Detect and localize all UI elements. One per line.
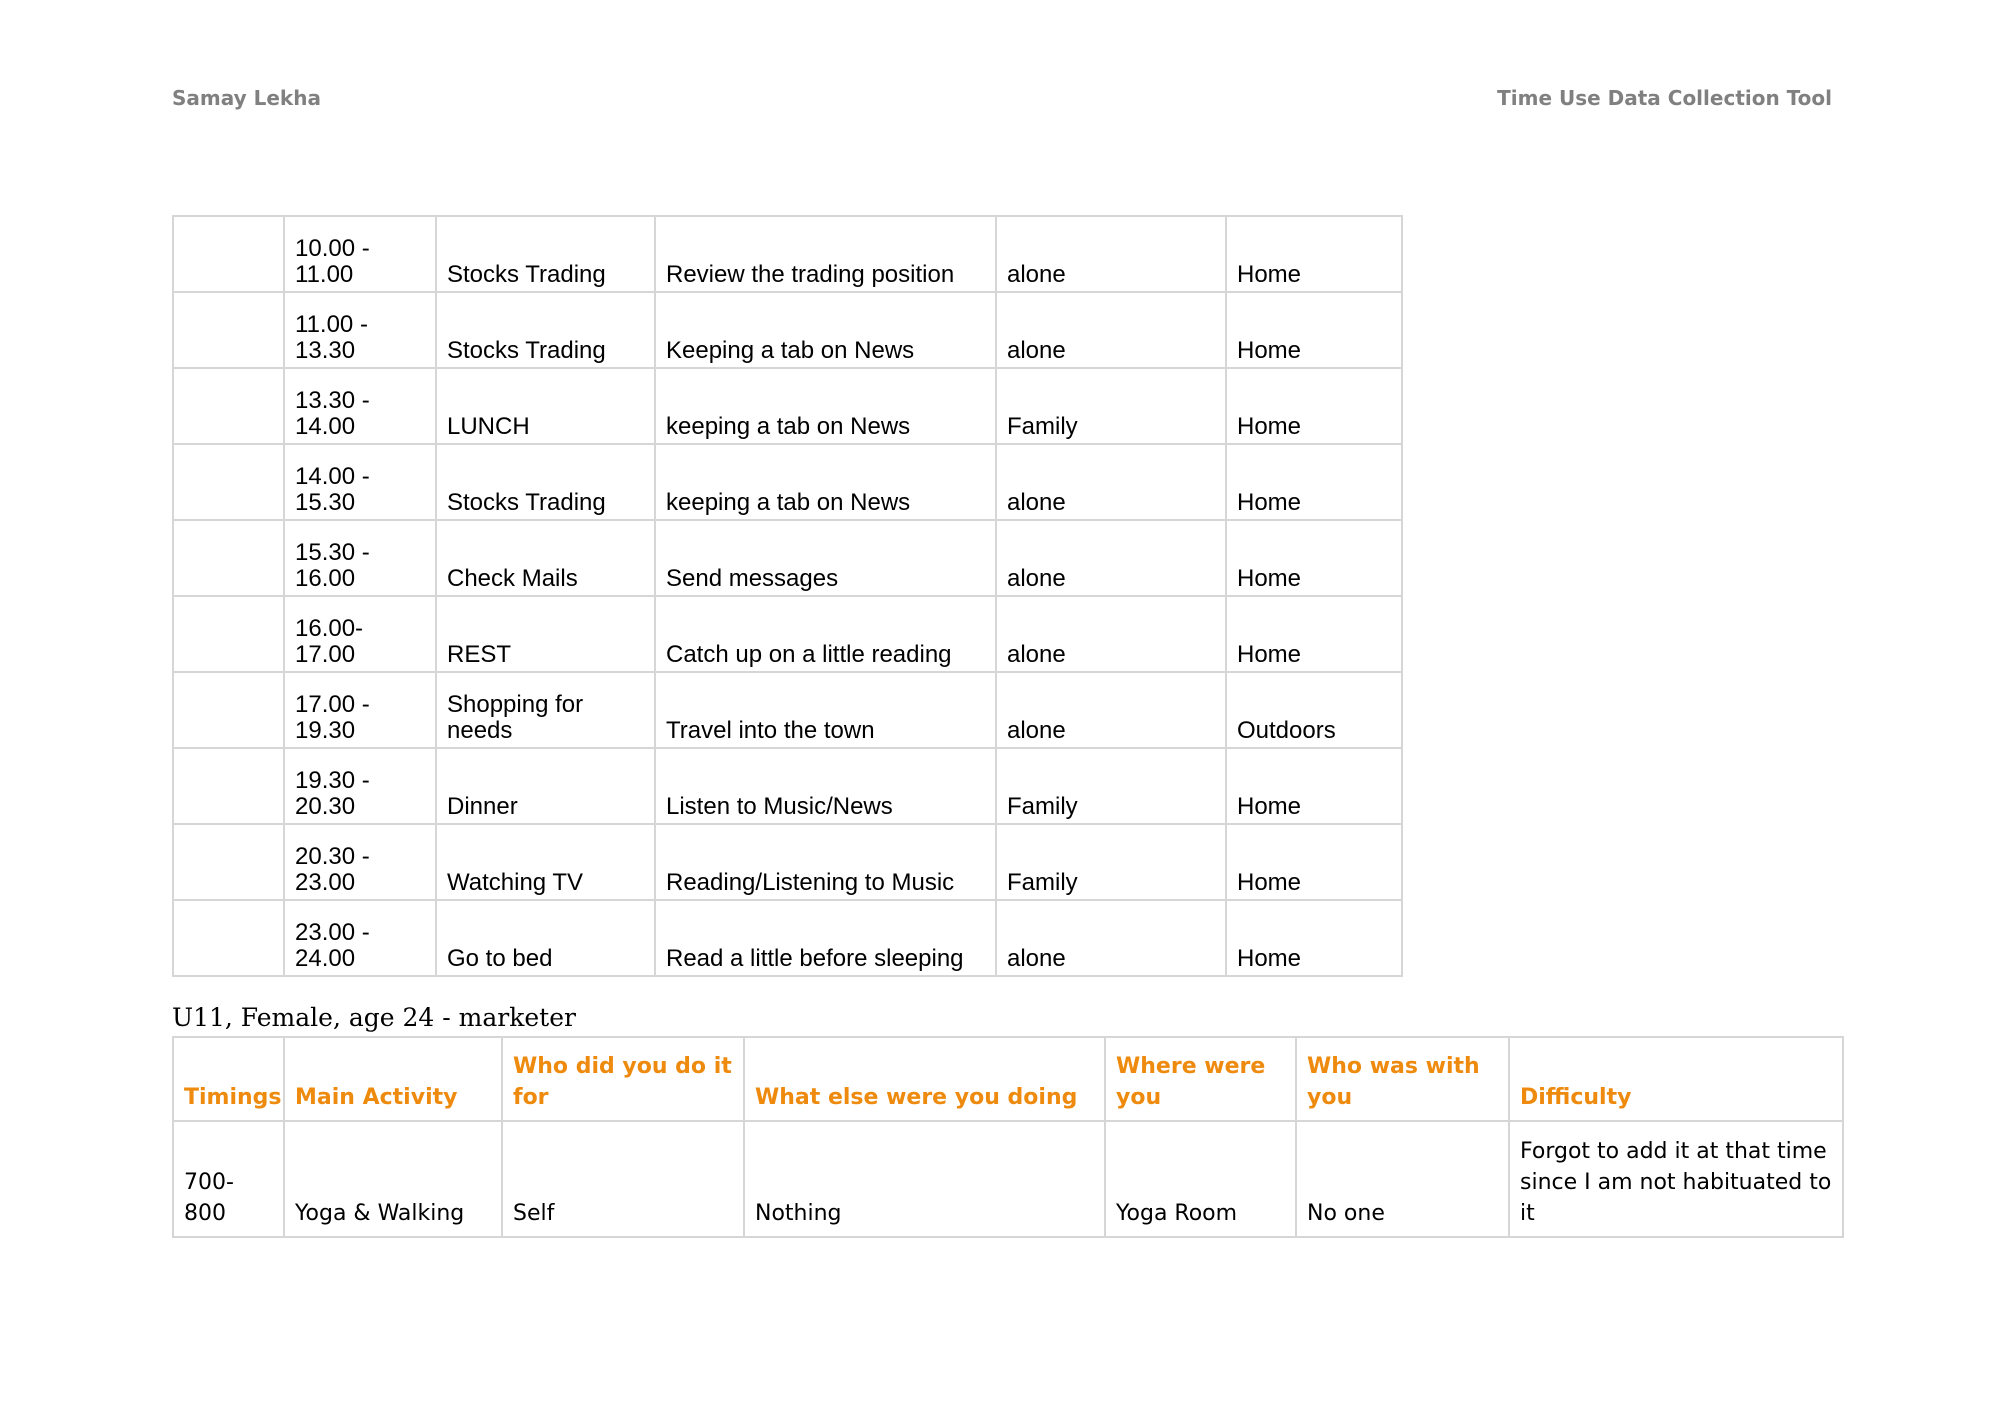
cell-line: Main Activity <box>295 1085 458 1110</box>
table-row <box>173 672 1402 748</box>
cell-line: 19.30 <box>295 717 356 744</box>
cell-line: Who was with <box>1307 1054 1480 1079</box>
cell-line: 15.30 <box>295 489 356 516</box>
column-header <box>1296 1037 1509 1121</box>
survey-table <box>172 1036 1844 1238</box>
location-cell: Home <box>1226 824 1402 900</box>
time-cell <box>284 292 436 368</box>
activity-cell <box>436 672 655 748</box>
with-whom-cell: alone <box>996 444 1226 520</box>
table-row <box>173 900 1402 976</box>
table-row <box>173 444 1402 520</box>
cell-line: Nothing <box>755 1201 842 1226</box>
activity-cell <box>436 748 655 824</box>
with-whom-cell: Family <box>996 824 1226 900</box>
cell-line: Forgot to add it at that time <box>1520 1139 1827 1164</box>
respondent-caption: U11, Female, age 24 - marketer <box>172 1003 576 1032</box>
with-whom-cell: alone <box>996 292 1226 368</box>
document-author: Samay Lekha <box>172 86 321 110</box>
time-cell <box>284 368 436 444</box>
other-activity-cell: Reading/Listening to Music <box>655 824 996 900</box>
cell-line: 15.30 - <box>295 539 370 566</box>
time-cell <box>284 824 436 900</box>
first-cell <box>173 672 284 748</box>
location-cell: Outdoors <box>1226 672 1402 748</box>
cell-line: LUNCH <box>447 413 530 440</box>
cell-line: Stocks Trading <box>447 337 606 364</box>
table-row <box>173 824 1402 900</box>
table-row <box>173 596 1402 672</box>
cell-line: 11.00 - <box>295 311 368 338</box>
cell-line: 24.00 <box>295 945 356 972</box>
table-cell <box>1509 1121 1843 1237</box>
cell-line: 14.00 - <box>295 463 370 490</box>
location-cell: Home <box>1226 900 1402 976</box>
cell-line: Yoga Room <box>1116 1201 1238 1226</box>
column-header <box>502 1037 744 1121</box>
cell-line: Check Mails <box>447 565 578 592</box>
cell-line: Self <box>513 1201 555 1226</box>
table-cell <box>502 1121 744 1237</box>
cell-line: Who did you do it <box>513 1054 732 1079</box>
activity-cell <box>436 520 655 596</box>
table-row <box>173 748 1402 824</box>
table-cell <box>744 1121 1105 1237</box>
table-cell <box>1296 1121 1509 1237</box>
with-whom-cell: Family <box>996 748 1226 824</box>
cell-line: it <box>1520 1201 1535 1226</box>
first-cell <box>173 368 284 444</box>
cell-line: you <box>1307 1085 1353 1110</box>
cell-line: 17.00 <box>295 641 356 668</box>
activity-cell <box>436 216 655 292</box>
time-cell <box>284 520 436 596</box>
cell-line: 13.30 <box>295 337 356 364</box>
with-whom-cell: alone <box>996 596 1226 672</box>
cell-line: 19.30 - <box>295 767 370 794</box>
table-cell <box>1105 1121 1296 1237</box>
first-cell <box>173 216 284 292</box>
cell-line: 14.00 <box>295 413 356 440</box>
cell-line: 17.00 - <box>295 691 370 718</box>
cell-line: Timings <box>184 1085 282 1110</box>
with-whom-cell: alone <box>996 672 1226 748</box>
activity-cell <box>436 368 655 444</box>
activity-cell <box>436 900 655 976</box>
cell-line: Stocks Trading <box>447 261 606 288</box>
cell-line: 20.30 <box>295 793 356 820</box>
time-cell <box>284 672 436 748</box>
time-cell <box>284 900 436 976</box>
other-activity-cell: Send messages <box>655 520 996 596</box>
table-header-row <box>173 1037 1843 1121</box>
first-cell <box>173 520 284 596</box>
cell-line: Watching TV <box>447 869 584 896</box>
location-cell: Home <box>1226 520 1402 596</box>
first-cell <box>173 900 284 976</box>
with-whom-cell: Family <box>996 368 1226 444</box>
cell-line: No one <box>1307 1201 1385 1226</box>
location-cell: Home <box>1226 292 1402 368</box>
first-cell <box>173 748 284 824</box>
other-activity-cell: Catch up on a little reading <box>655 596 996 672</box>
with-whom-cell: alone <box>996 900 1226 976</box>
cell-line: What else were you doing <box>755 1085 1078 1110</box>
other-activity-cell: Read a little before sleeping <box>655 900 996 976</box>
cell-line: 23.00 <box>295 869 356 896</box>
cell-line: 700-800 <box>184 1170 234 1226</box>
other-activity-cell: Review the trading position <box>655 216 996 292</box>
with-whom-cell: alone <box>996 520 1226 596</box>
cell-line: Stocks Trading <box>447 489 606 516</box>
cell-line: since I am not habituated to <box>1520 1170 1832 1195</box>
cell-line: Shopping for <box>447 691 584 718</box>
cell-line: Difficulty <box>1520 1085 1632 1110</box>
time-cell <box>284 596 436 672</box>
cell-line: Where were <box>1116 1054 1266 1079</box>
table-row <box>173 1121 1843 1237</box>
document-title: Time Use Data Collection Tool <box>1497 86 1832 110</box>
column-header <box>284 1037 502 1121</box>
activity-cell <box>436 292 655 368</box>
table-row <box>173 292 1402 368</box>
cell-line: 16.00 <box>295 565 356 592</box>
first-cell <box>173 596 284 672</box>
table-cell <box>173 1121 284 1237</box>
first-cell <box>173 292 284 368</box>
other-activity-cell: Listen to Music/News <box>655 748 996 824</box>
cell-line: Go to bed <box>447 945 553 972</box>
cell-line: REST <box>447 641 512 668</box>
first-cell <box>173 824 284 900</box>
table-row <box>173 216 1402 292</box>
cell-line: you <box>1116 1085 1162 1110</box>
cell-line: Yoga & Walking <box>295 1201 465 1226</box>
table-row <box>173 368 1402 444</box>
cell-line: 10.00 - <box>295 235 370 262</box>
time-cell <box>284 444 436 520</box>
location-cell: Home <box>1226 596 1402 672</box>
other-activity-cell: keeping a tab on News <box>655 444 996 520</box>
first-cell <box>173 444 284 520</box>
location-cell: Home <box>1226 368 1402 444</box>
cell-line: 13.30 - <box>295 387 370 414</box>
cell-line: Dinner <box>447 793 518 820</box>
schedule-table <box>172 215 1403 977</box>
activity-cell <box>436 444 655 520</box>
column-header <box>1509 1037 1843 1121</box>
cell-line: 23.00 - <box>295 919 370 946</box>
location-cell: Home <box>1226 748 1402 824</box>
other-activity-cell: keeping a tab on News <box>655 368 996 444</box>
activity-cell <box>436 824 655 900</box>
time-cell <box>284 216 436 292</box>
table-row <box>173 520 1402 596</box>
column-header <box>173 1037 284 1121</box>
column-header <box>744 1037 1105 1121</box>
other-activity-cell: Travel into the town <box>655 672 996 748</box>
cell-line: 16.00- <box>295 615 364 642</box>
other-activity-cell: Keeping a tab on News <box>655 292 996 368</box>
location-cell: Home <box>1226 216 1402 292</box>
cell-line: needs <box>447 717 513 744</box>
table-cell <box>284 1121 502 1237</box>
time-cell <box>284 748 436 824</box>
cell-line: for <box>513 1085 549 1110</box>
location-cell: Home <box>1226 444 1402 520</box>
activity-cell <box>436 596 655 672</box>
cell-line: 11.00 <box>295 261 354 288</box>
with-whom-cell: alone <box>996 216 1226 292</box>
cell-line: 20.30 - <box>295 843 370 870</box>
column-header <box>1105 1037 1296 1121</box>
